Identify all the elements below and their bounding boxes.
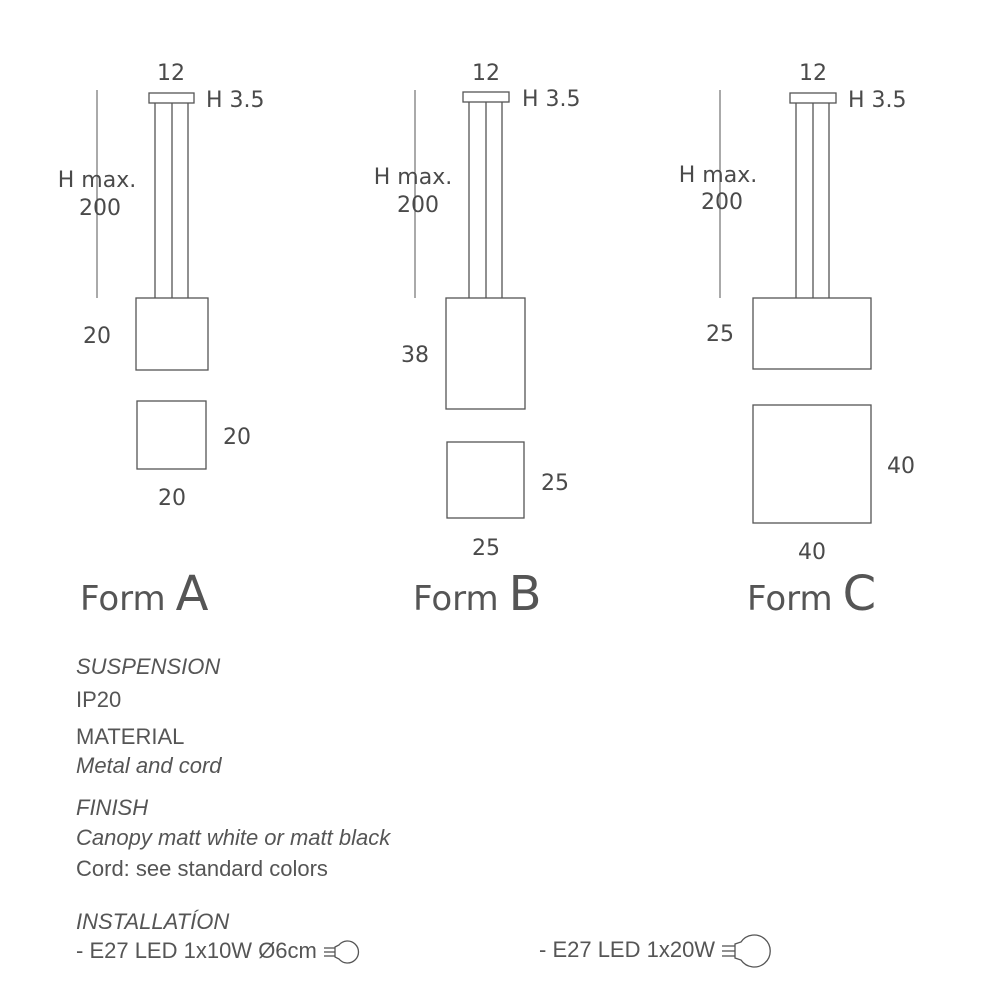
bottom-width-label: 25: [472, 536, 500, 561]
suspension-heading: SUSPENSION: [76, 654, 221, 679]
form-letter: C: [842, 566, 877, 622]
h-max-label: H max.: [57, 168, 137, 193]
form-c-drawing: [679, 61, 915, 622]
install-option-1-label: - E27 LED 1x10W Ø6cm: [76, 938, 317, 963]
finish-heading: FINISH: [76, 795, 149, 820]
bottom-depth-label: 40: [887, 454, 915, 479]
form-letter: B: [508, 566, 542, 622]
canopy-width-label: 12: [472, 61, 500, 86]
h-max-value: 200: [701, 190, 743, 215]
canopy: [149, 93, 194, 103]
canopy-width-label: 12: [157, 61, 185, 86]
form-word: Form: [80, 579, 166, 619]
canopy-height-label: H 3.5: [206, 88, 265, 113]
canopy-height-label: H 3.5: [522, 87, 581, 112]
form-letter: A: [175, 566, 209, 622]
form-title: [80, 566, 209, 622]
lamp-side-view: [753, 298, 871, 369]
form-title: [747, 566, 876, 622]
bottom-width-label: 20: [158, 486, 186, 511]
form-a-drawing: [58, 61, 265, 622]
h-max-label: H max.: [373, 165, 453, 190]
h-max-value: 200: [397, 193, 439, 218]
material-value: Metal and cord: [76, 753, 222, 778]
side-height-label: 38: [401, 343, 429, 368]
canopy: [463, 92, 509, 102]
h-max-label: H max.: [678, 163, 758, 188]
form-b-drawing: [374, 61, 581, 622]
bottom-width-label: 40: [798, 540, 826, 565]
lamp-bottom-view: [447, 442, 524, 518]
side-height-label: 20: [83, 324, 111, 349]
canopy: [790, 93, 836, 103]
install-option-2-label: - E27 LED 1x20W: [539, 936, 716, 962]
form-title: [413, 566, 542, 622]
ip-rating: IP20: [76, 687, 122, 712]
bottom-depth-label: 25: [541, 471, 569, 496]
form-word: Form: [747, 579, 833, 619]
install-option-2: [539, 933, 775, 969]
lamp-side-view: [136, 298, 208, 370]
canopy-height-label: H 3.5: [848, 88, 907, 113]
lamp-side-view: [446, 298, 525, 409]
side-height-label: 25: [706, 322, 734, 347]
install-option-1: [76, 936, 365, 966]
finish-cord: Cord: see standard colors: [76, 856, 328, 881]
canopy-width-label: 12: [799, 61, 827, 86]
lamp-bottom-view: [753, 405, 871, 523]
h-max-value: 200: [79, 196, 121, 221]
installation-heading: INSTALLATÍON: [76, 909, 230, 934]
material-heading: MATERIAL: [76, 724, 185, 749]
form-word: Form: [413, 579, 499, 619]
finish-canopy: Canopy matt white or matt black: [76, 825, 391, 850]
bulb-icon: [323, 939, 365, 965]
bulb-icon: [721, 933, 775, 969]
bottom-depth-label: 20: [223, 425, 251, 450]
lamp-bottom-view: [137, 401, 206, 469]
